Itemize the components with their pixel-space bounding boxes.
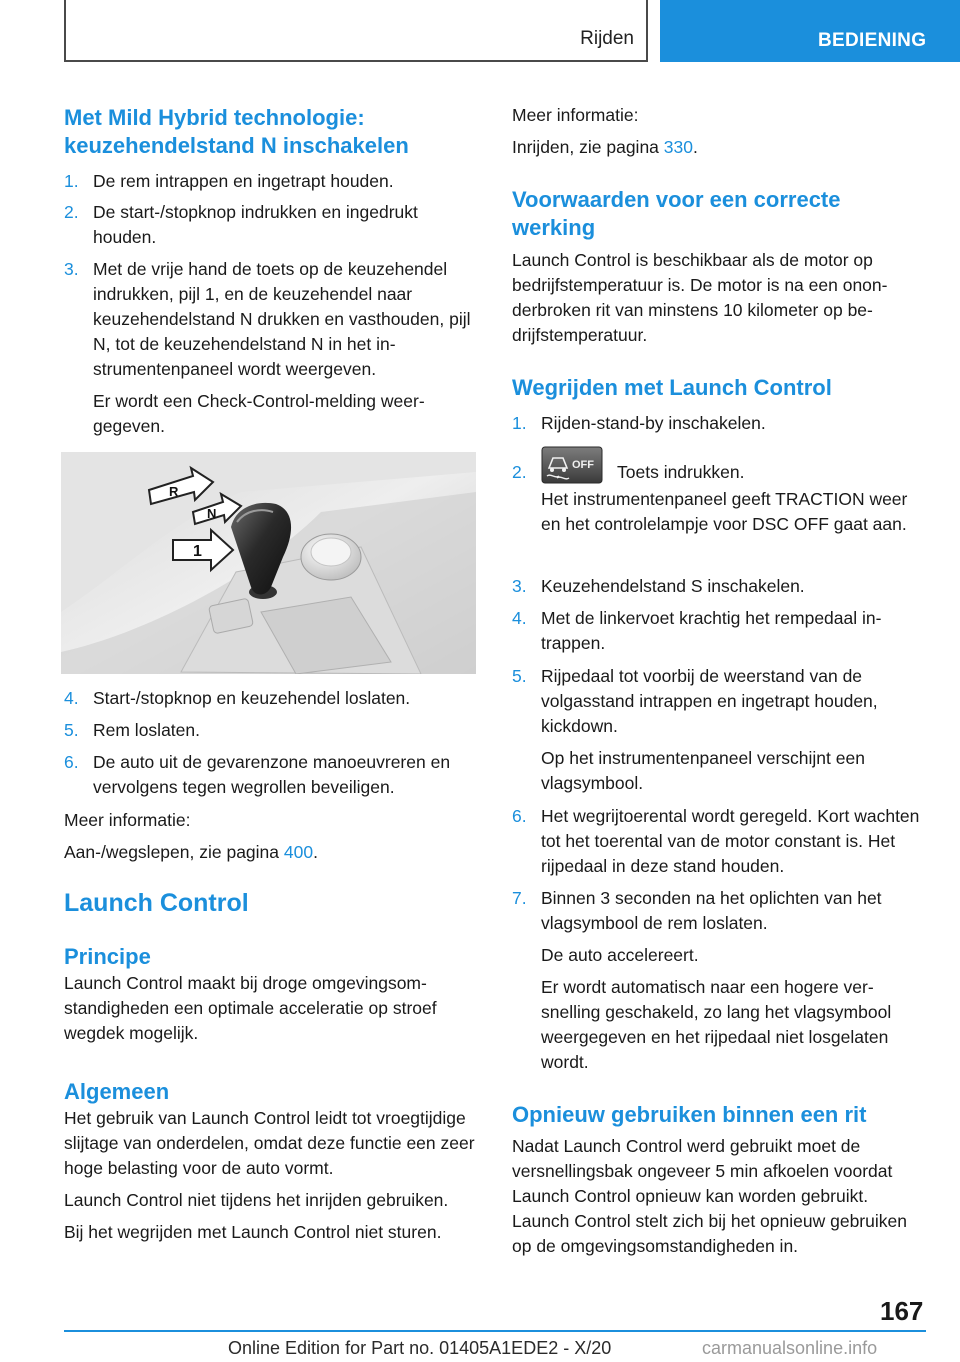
- step-item: [64, 257, 476, 439]
- step-text: Rem loslaten.: [93, 720, 200, 740]
- step-number: 5.: [512, 666, 527, 686]
- step-item: [512, 574, 927, 599]
- step-item: [512, 886, 927, 1075]
- principe-paragraph: Launch Control maakt bij droge omgevingsomstandigheden een optimale acceleratie op stroef wegdek mogelijk.: [64, 973, 437, 1043]
- more-info-label: Meer informatie:: [512, 105, 639, 125]
- more-info-block: [64, 808, 476, 865]
- step-text: Met de linkervoet krachtig het rempedaal intrappen.: [541, 608, 882, 653]
- step-item: [512, 411, 927, 436]
- opnieuw-paragraph: Nadat Launch Control werd gebruikt moet de versnellingsbak ongeveer 5 min afkoelen voordat Launch Control opnieuw kan worden gebruikt. Launch Control stelt zich bij het opnieuw gebruiken op de omgevingsomstandigheden in.: [512, 1136, 907, 1256]
- footer-edition: Online Edition for Part no. 01405A1EDE2 - X/20: [228, 1338, 612, 1358]
- step-item: [512, 664, 927, 796]
- reference-end: .: [313, 842, 318, 862]
- footer-watermark: carmanualsonline.info: [702, 1338, 878, 1358]
- step-item: [512, 606, 927, 656]
- step-number: 4.: [64, 688, 79, 708]
- section-principe: [64, 943, 476, 1046]
- step-note: De auto accelereert.: [541, 945, 699, 965]
- step-note: Er wordt automatisch naar een hogere versnelling geschakeld, zo lang het vlagsymbool weergegeven en het rijpedaal niet losgelaten wordt.: [541, 977, 892, 1072]
- step-number: 3.: [512, 576, 527, 596]
- section-title-launch-control: Launch Control: [64, 889, 249, 917]
- step-text: [541, 446, 927, 485]
- reference-text: Inrijden, zie pagina: [512, 137, 664, 157]
- step-text-inline: Toets indrukken.: [617, 462, 745, 482]
- step-note: Er wordt een Check-Control-melding weergegeven.: [93, 391, 425, 436]
- arrow-label-1: 1: [193, 543, 202, 560]
- step-number: 1.: [64, 171, 79, 191]
- section-algemeen: [64, 1078, 476, 1245]
- dsc-off-label: OFF: [572, 459, 594, 471]
- section-voorwaarden: [512, 186, 927, 348]
- step-text: De rem intrappen en ingetrapt houden.: [93, 171, 394, 191]
- more-info-label: Meer informatie:: [64, 810, 191, 830]
- step-item: [512, 446, 927, 537]
- page-link-330[interactable]: 330: [663, 137, 693, 157]
- step-number: 4.: [512, 608, 527, 628]
- arrow-label-r: R: [169, 484, 179, 499]
- step-number: 2.: [64, 202, 79, 222]
- cross-reference: [512, 135, 927, 160]
- step-text: Start-/stopknop en keuzehendel loslaten.: [93, 688, 411, 708]
- algemeen-paragraph: Het gebruik van Launch Control leidt tot vroegtijdige slijtage van onderdelen, omdat deze functie een zeer hoge belasting voor de auto vormt.: [64, 1108, 475, 1178]
- heading-voorwaarden: Voorwaarden voor een correcte werking: [512, 187, 841, 240]
- step-text: Binnen 3 seconden na het oplichten van het vlagsymbool de rem loslaten.: [541, 888, 882, 933]
- header-section-title: Rijden: [580, 28, 634, 49]
- algemeen-paragraph: Launch Control niet tijdens het inrijden gebruiken.: [64, 1190, 449, 1210]
- step-number: 6.: [64, 752, 79, 772]
- step-number: 7.: [512, 888, 527, 908]
- reference-end: .: [692, 137, 698, 157]
- heading-opnieuw: Opnieuw gebruiken binnen een rit: [512, 1102, 867, 1127]
- step-item: [64, 200, 476, 250]
- voorwaarden-paragraph: Launch Control is beschikbaar als de motor op bedrijfstemperatuur is. De motor is na een ononderbroken rit van minstens 10 kilometer op bedrijfstemperatuur.: [512, 250, 888, 345]
- step-item: [512, 804, 927, 879]
- step-number: 1.: [512, 413, 527, 433]
- step-text: Met de vrije hand de toets op de keuzehendel indrukken, pijl 1, en de keuzehendel naar keuzehendelstand N drukken en vasthouden, pijl N, tot de keuzehendelstand N in het instrumentenpaneel wordt weergeven.: [93, 259, 471, 379]
- step-text: De start-/stopknop indrukken en ingedrukt houden.: [93, 202, 418, 247]
- step-text: De auto uit de gevarenzone manoeuvreren en vervolgens tegen wegrollen beveiligen.: [93, 752, 451, 797]
- step-text: Rijden-stand-by inschakelen.: [541, 413, 766, 433]
- heading-wegrijden: Wegrijden met Launch Control: [512, 375, 832, 400]
- section-opnieuw: [512, 1101, 927, 1259]
- step-note: Op het instrumentenpaneel verschijnt een vlagsymbool.: [541, 748, 865, 793]
- step-text: Keuzehendelstand S inschakelen.: [541, 576, 805, 596]
- arrow-label-n: N: [207, 506, 217, 521]
- dsc-off-button-icon: [541, 446, 603, 484]
- step-text: Het wegrijtoerental wordt geregeld. Kort wachten tot het toerental van de motor constant is. Het rijpedaal in deze stand houden.: [541, 806, 920, 876]
- step-number: 6.: [512, 806, 527, 826]
- step-item: [64, 686, 476, 711]
- step-item: [64, 169, 476, 194]
- algemeen-paragraph: Bij het wegrijden met Launch Control niet sturen.: [64, 1222, 442, 1242]
- step-number: 2.: [512, 462, 527, 482]
- step-item: [64, 718, 476, 743]
- footer-rule: [64, 1330, 926, 1332]
- heading-mild-hybrid: Met Mild Hybrid technologie: keuzehendelstand N inschakelen: [64, 105, 409, 158]
- step-number: 5.: [64, 720, 79, 740]
- step-text: Rijpedaal tot voorbij de weerstand van de volgasstand intrappen en ingetrapt houden, kickdown.: [541, 666, 878, 736]
- reference-text: Aan-/wegslepen, zie pagina: [64, 842, 284, 862]
- header-chapter-tab: BEDIENING: [660, 0, 960, 62]
- header-section-box: [64, 0, 648, 62]
- page-link-400[interactable]: 400: [283, 842, 314, 862]
- heading-algemeen: Algemeen: [64, 1079, 170, 1104]
- page-number: 167: [880, 1296, 924, 1326]
- step-note: Het instrumentenpaneel geeft TRACTION weer en het controlelampje voor DSC OFF gaat aan.: [541, 489, 908, 534]
- step-item: [64, 750, 476, 800]
- heading-principe: Principe: [64, 944, 151, 969]
- step-number: 3.: [64, 259, 79, 279]
- cross-reference: [64, 840, 476, 865]
- more-info-block: [512, 103, 927, 160]
- gear-selector-photo: [61, 452, 476, 674]
